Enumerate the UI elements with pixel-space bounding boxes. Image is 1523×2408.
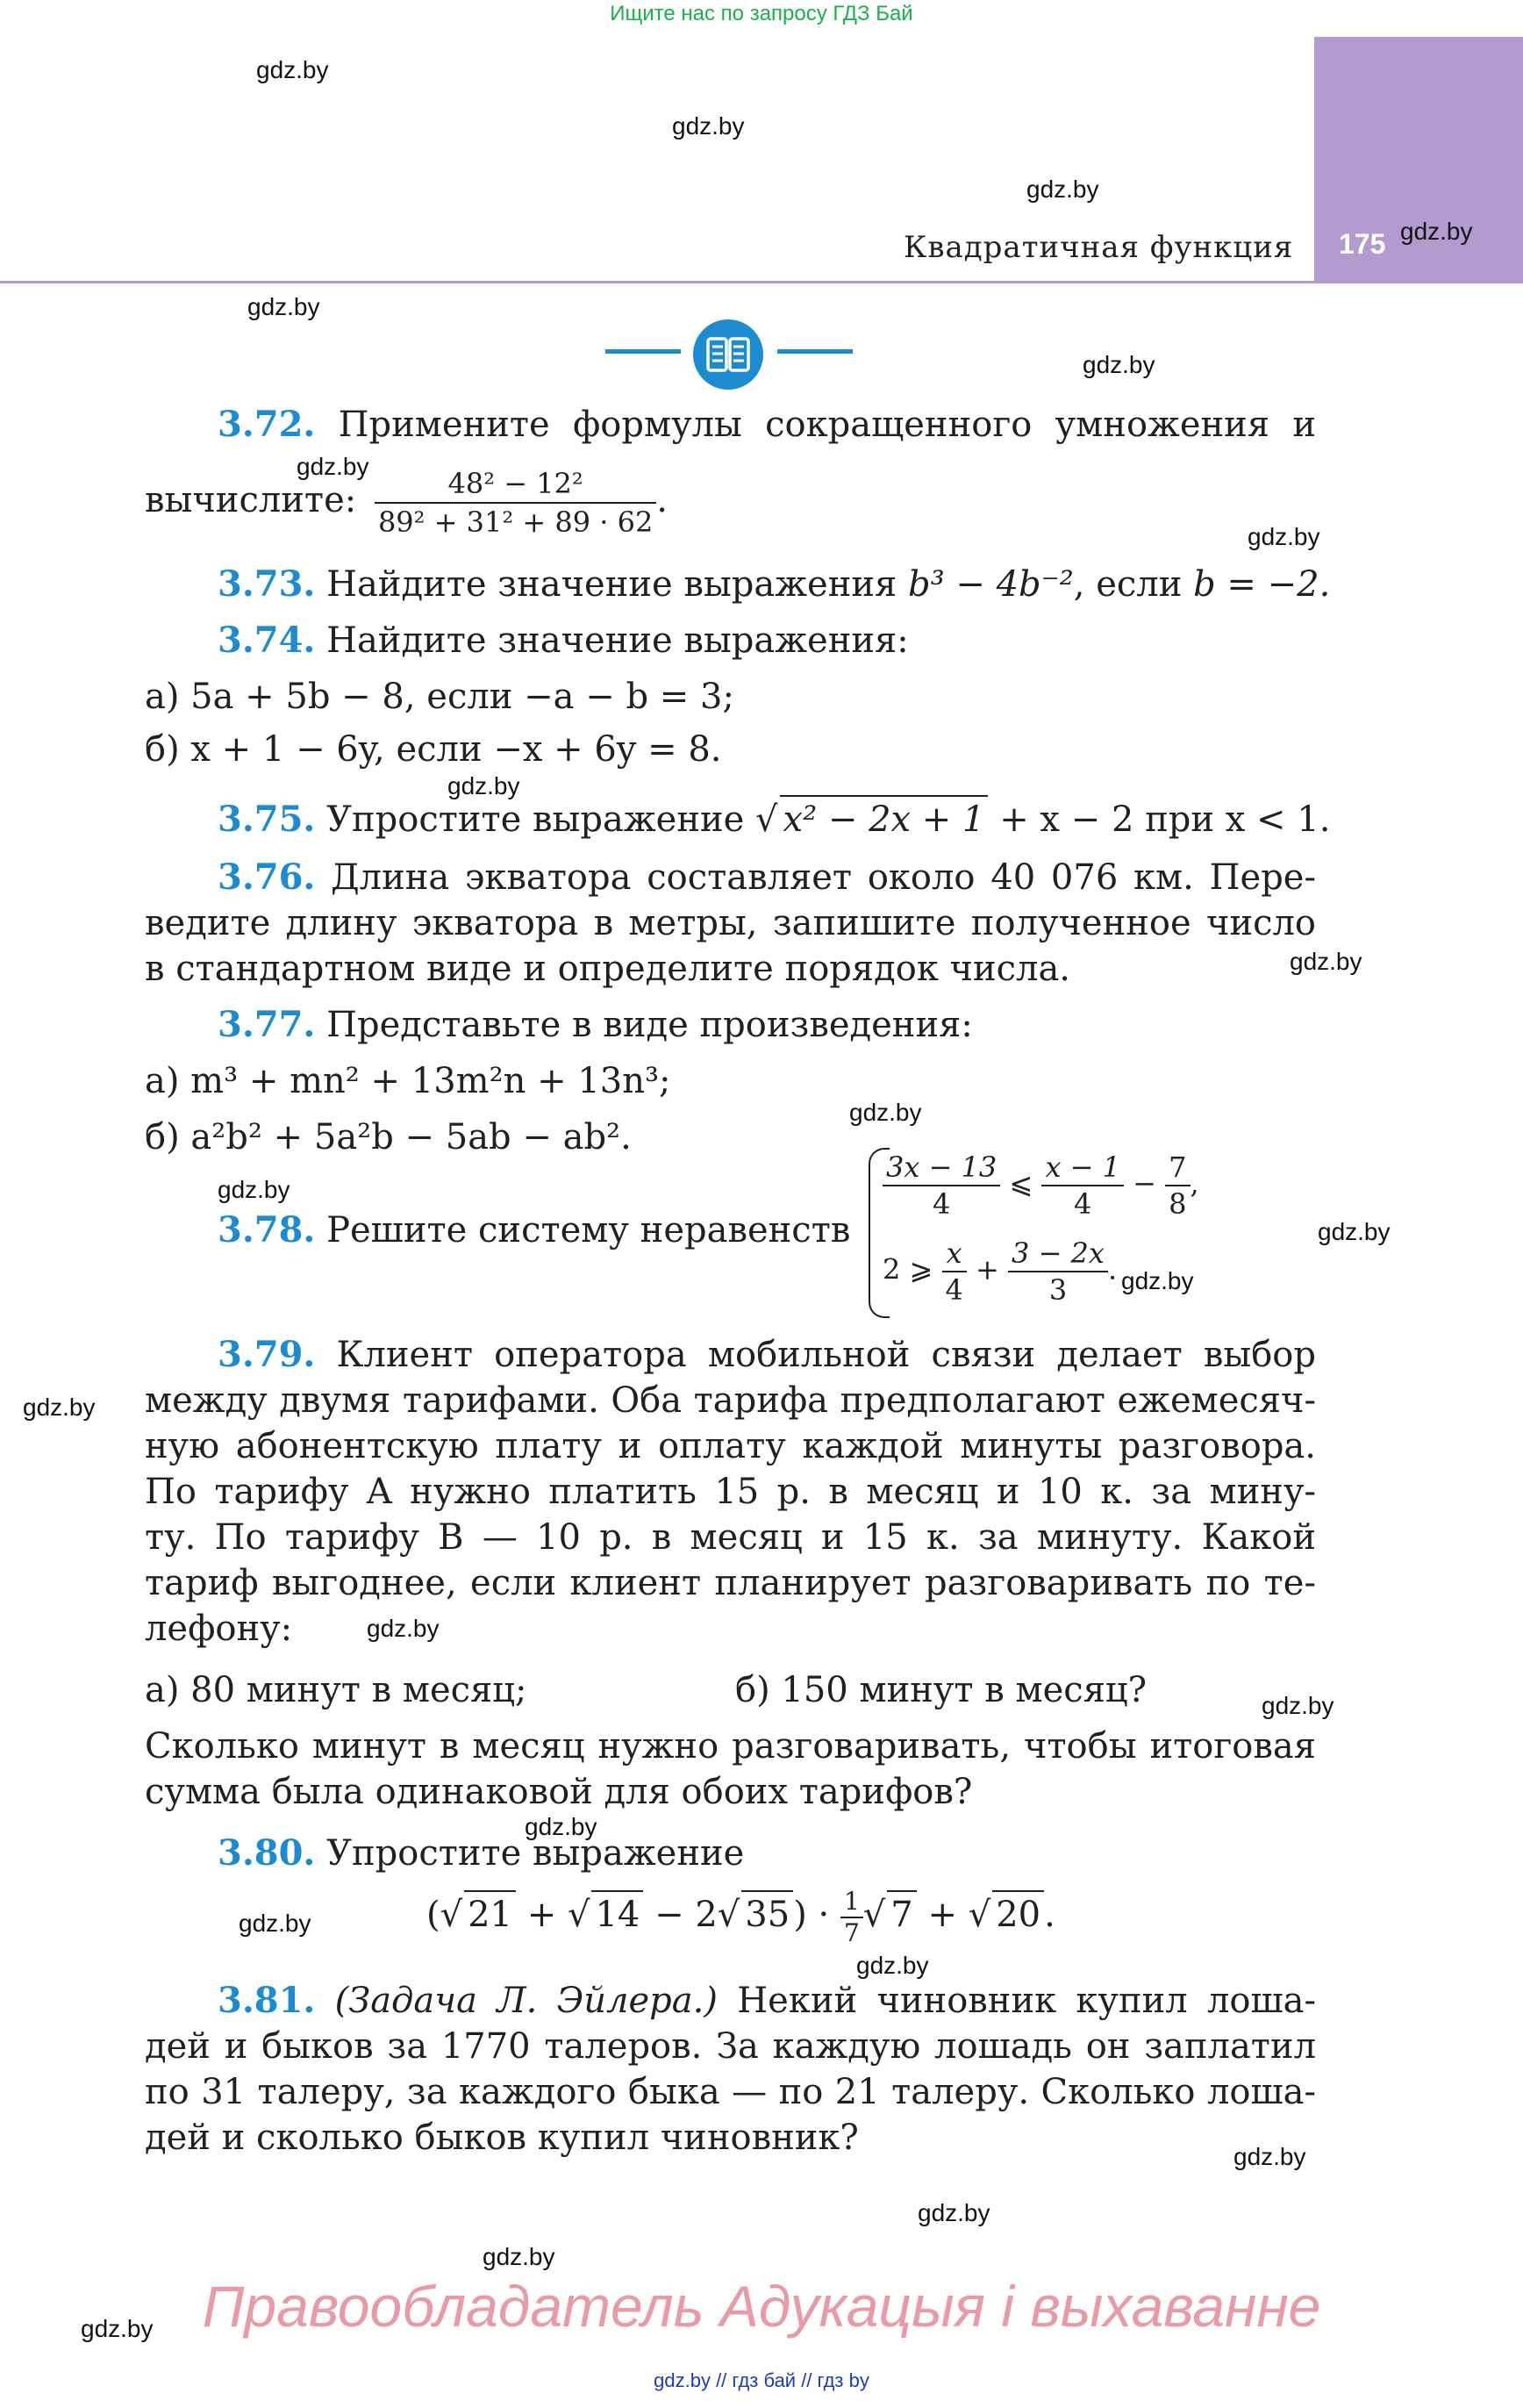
problem-number: 3.78.	[218, 1209, 316, 1251]
watermark: gdz.by	[23, 1394, 96, 1421]
header-rule	[0, 281, 1523, 283]
problem-3-80	[218, 1831, 1389, 1876]
fraction	[375, 465, 656, 541]
watermark: gdz.by	[1026, 176, 1099, 203]
fraction-denominator: 3	[1048, 1273, 1068, 1307]
watermark: gdz.by	[218, 1176, 290, 1203]
fraction-denominator: 4	[1074, 1187, 1092, 1221]
fraction	[1041, 1150, 1124, 1222]
problem-3-79-question2: сумма была одинаковой для обоих тарифов?	[145, 1772, 973, 1812]
paren-close: )	[793, 1895, 807, 1935]
fraction-denominator: 4	[945, 1273, 963, 1307]
problem-3-79-question1: Сколько минут в месяц нужно разговаривать, чтобы итоговая	[145, 1726, 1316, 1767]
problem-3-78	[218, 1208, 849, 1253]
problem-text: Длина экватора составляет около 40 076 км. Пере-	[331, 857, 1316, 898]
problem-number: 3.75.	[218, 799, 316, 840]
watermark: gdz.by	[256, 56, 329, 83]
operator: +	[976, 1252, 999, 1286]
watermark: gdz.by	[81, 2315, 154, 2342]
watermark: gdz.by	[1262, 1692, 1334, 1719]
fraction-denominator: 89² + 31² + 89 · 62	[377, 505, 654, 539]
problem-3-79-b: б) 150 минут в месяц?	[735, 1670, 1148, 1710]
expression: b = −2.	[1193, 564, 1331, 605]
fraction-denominator: 8	[1169, 1187, 1187, 1221]
watermark: gdz.by	[1233, 2143, 1306, 2170]
fraction	[840, 1887, 863, 1948]
problem-3-79-line4: По тарифу A нужно платить 15 р. в месяц и 10 к. за мину-	[145, 1472, 1316, 1512]
problem-text: Найдите значение выражения	[326, 564, 897, 605]
problem-number: 3.73.	[218, 563, 316, 605]
problem-number: 3.81.	[218, 1980, 316, 2021]
fraction-numerator: 3 − 2x	[1008, 1236, 1108, 1272]
fraction-numerator: 3x − 13	[883, 1150, 1000, 1186]
problem-title: (Задача Л. Эйлера.)	[334, 1981, 718, 2021]
problem-number: 3.80.	[218, 1832, 316, 1874]
copyright-notice: Правообладатель Адукацыя і выхаванне	[202, 2274, 1321, 2339]
chapter-title: Квадратичная функция	[904, 230, 1294, 265]
watermark: gdz.by	[239, 1910, 311, 1937]
problem-3-74	[218, 618, 1389, 663]
problem-number: 3.79.	[218, 1334, 316, 1375]
expression: 2 ⩾	[883, 1252, 933, 1286]
problem-3-81-line2: дей и быков за 1770 талеров. За каждую лошадь он заплатил	[145, 2026, 1316, 2067]
watermark: gdz.by	[297, 453, 369, 480]
watermark: gdz.by	[367, 1615, 440, 1642]
problem-3-77	[218, 1002, 1389, 1048]
expression-3-80	[426, 1887, 1055, 1948]
operator: +	[927, 1895, 957, 1935]
problem-text: Упростите выражение	[326, 1833, 745, 1874]
problem-3-76-line3: в стандартном виде и определите порядок числа.	[145, 949, 1071, 989]
watermark: gdz.by	[447, 772, 520, 799]
watermark: gdz.by	[1083, 351, 1155, 378]
radicand: 20	[992, 1890, 1044, 1938]
fraction	[942, 1236, 967, 1308]
divider-left	[605, 349, 681, 354]
problem-text: Некий чиновник купил лоша-	[737, 1981, 1317, 2021]
operator: −	[1133, 1166, 1156, 1200]
problem-3-73	[218, 562, 1389, 607]
radicand: 21	[464, 1890, 516, 1938]
radicand: 14	[591, 1890, 643, 1938]
watermark: gdz.by	[247, 293, 320, 320]
problem-3-79-line7: лефону:	[145, 1609, 293, 1649]
expression: b³ − 4b⁻²	[907, 564, 1074, 605]
problem-3-72-line1	[218, 402, 1316, 448]
fraction	[1165, 1150, 1190, 1222]
problem-3-79-line6: тариф выгоднее, если клиент планирует разговаривать по те-	[145, 1563, 1316, 1603]
watermark: gdz.by	[1290, 948, 1362, 975]
fraction-numerator: 7	[1165, 1150, 1190, 1186]
watermark: gdz.by	[918, 2199, 990, 2226]
problem-3-81-line4: дей и сколько быков купил чиновник?	[145, 2118, 859, 2158]
watermark: gdz.by	[849, 1099, 922, 1126]
sqrt-sign: √	[717, 1895, 740, 1935]
radicand: x² − 2x + 1	[780, 795, 989, 842]
watermark: gdz.by	[1400, 218, 1473, 245]
punctuation: ,	[1190, 1166, 1199, 1200]
open-book-icon	[693, 319, 763, 390]
operator: +	[526, 1895, 557, 1935]
punctuation: .	[1107, 1252, 1118, 1286]
radicand: 7	[887, 1890, 916, 1938]
problem-number: 3.77.	[218, 1004, 316, 1045]
problem-text: Клиент оператора мобильной связи делает выбор	[336, 1335, 1316, 1375]
problem-3-79-line2: между двумя тарифами. Оба тарифа предполагают ежемесяч-	[145, 1380, 1316, 1421]
sqrt-sign: √	[968, 1895, 991, 1935]
sqrt-sign: √	[567, 1895, 590, 1935]
paren-open: (	[426, 1895, 440, 1935]
problem-text: , если	[1073, 564, 1183, 605]
sqrt-sign: √	[755, 799, 778, 840]
problem-3-81-line1	[218, 1978, 1316, 2024]
operator: ⩽	[1009, 1166, 1033, 1200]
fraction-denominator: 7	[843, 1918, 860, 1947]
problem-3-79-line5: ту. По тарифу B — 10 р. в месяц и 15 к. за минуту. Какой	[145, 1517, 1316, 1558]
top-note: Ищите нас по запросу ГДЗ Бай	[610, 2, 913, 25]
fraction-numerator: 48² − 12²	[375, 465, 656, 504]
problem-text: Найдите значение выражения:	[326, 620, 909, 661]
problem-number: 3.76.	[218, 856, 316, 898]
watermark: gdz.by	[483, 2243, 555, 2270]
problem-3-79-line1	[218, 1332, 1316, 1378]
radicand: 35	[741, 1890, 793, 1938]
divider-right	[777, 349, 853, 354]
problem-text: вычислите:	[145, 480, 357, 520]
problem-3-76-line2: ведите длину экватора в метры, запишите полученное число	[145, 903, 1316, 943]
watermark: gdz.by	[672, 112, 745, 140]
watermark: gdz.by	[856, 1952, 929, 1979]
inequality-1	[883, 1150, 1199, 1222]
problem-text: Упростите выражение	[326, 799, 745, 840]
footer-links[interactable]: gdz.by // гдз бай // гдз by	[654, 2369, 869, 2391]
fraction-denominator: 4	[932, 1187, 951, 1221]
watermark: gdz.by	[1318, 1218, 1391, 1245]
problem-3-76-line1	[218, 855, 1316, 900]
fraction-numerator: x − 1	[1041, 1150, 1124, 1186]
punctuation: .	[656, 480, 669, 520]
problem-3-81-line3: по 31 талеру, за каждого быка — по 21 талеру. Сколько лоша-	[145, 2072, 1316, 2112]
problem-number: 3.74.	[218, 620, 316, 661]
problem-3-77-a: а) m³ + mn² + 13m²n + 13n³;	[145, 1061, 671, 1101]
problem-text: Примените формулы сокращенного умножения и	[338, 405, 1316, 445]
problem-3-79-line3: ную абонентскую плату и оплату каждой минуты разговора.	[145, 1426, 1316, 1466]
sqrt-sign: √	[440, 1895, 463, 1935]
watermark: gdz.by	[1248, 523, 1320, 550]
problem-number: 3.72.	[218, 404, 316, 445]
problem-3-75	[218, 795, 1389, 842]
operator: − 2	[654, 1895, 718, 1935]
inequality-2	[883, 1236, 1117, 1308]
sqrt-sign: √	[862, 1895, 886, 1935]
problem-3-74-b: б) x + 1 − 6y, если −x + 6y = 8.	[145, 729, 722, 770]
problem-text: Представьте в виде произведения:	[326, 1005, 973, 1045]
fraction	[883, 1150, 1000, 1222]
page-number: 175	[1339, 228, 1386, 260]
problem-text: Решите систему неравенств	[326, 1210, 851, 1251]
operator: ·	[818, 1895, 830, 1935]
watermark: gdz.by	[525, 1813, 597, 1840]
fraction-numerator: 1	[840, 1887, 863, 1918]
problem-3-74-a: а) 5a + 5b − 8, если −a − b = 3;	[145, 677, 734, 717]
fraction	[1008, 1236, 1108, 1308]
expression: + x − 2 при x < 1.	[999, 799, 1331, 840]
watermark: gdz.by	[1121, 1267, 1194, 1294]
problem-3-77-b: б) a²b² + 5a²b − 5ab − ab².	[145, 1117, 632, 1157]
fraction-numerator: x	[942, 1236, 967, 1272]
problem-3-79-a: а) 80 минут в месяц;	[145, 1670, 527, 1710]
punctuation: .	[1044, 1895, 1055, 1935]
